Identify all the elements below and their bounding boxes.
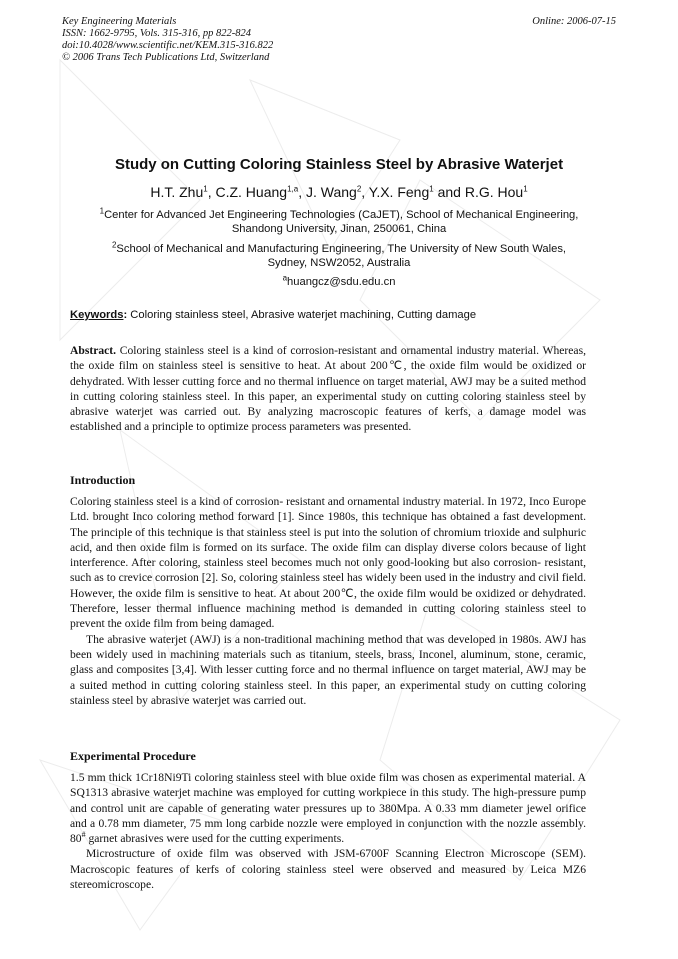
- issn-line: ISSN: 1662-9795, Vols. 315-316, pp 822-824: [62, 28, 251, 39]
- abstract-label: Abstract.: [70, 344, 117, 357]
- affiliation-line: Center for Advanced Jet Engineering Technologies (CaJET), School of Mechanical Engineering,: [104, 209, 579, 221]
- author-affil-mark: 1: [203, 184, 208, 194]
- online-date: Online: 2006-07-15: [532, 16, 616, 27]
- affiliation-line: School of Mechanical and Manufacturing Engineering, The University of New South Wales,: [116, 243, 567, 255]
- author-affil-mark: 1: [523, 184, 528, 194]
- introduction-heading: Introduction: [70, 473, 136, 487]
- doi-line: doi:10.4028/www.scientific.net/KEM.315-316.822: [62, 40, 274, 51]
- experimental-body: [70, 770, 586, 892]
- author-name: H.T. Zhu: [150, 184, 204, 200]
- author-separator: ,: [361, 184, 369, 200]
- journal-name: Key Engineering Materials: [62, 16, 177, 27]
- introduction-body: [70, 494, 586, 708]
- paper-title: Study on Cutting Coloring Stainless Steel by Abrasive Waterjet: [114, 156, 564, 173]
- author-separator: ,: [298, 184, 306, 200]
- abstract-text: Coloring stainless steel is a kind of corrosion-resistant and ornamental industry material. Whereas, the oxide film on stainless steel is sensitive to heat. At about 200℃, the oxide film would be oxidized or dehydrated. With lesser cutting force and no thermal influence on target material, AWJ may be a suited method in cutting coloring stainless steel. In this paper, an experimental study on cutting coloring stainless steel by abrasive waterjet was carried out. By analyzing macroscopic features of kerfs, a damage model was established and a principle to optimize process parameters was presented.: [70, 344, 586, 434]
- experimental-paragraph-2: Microstructure of oxide film was observed with JSM-6700F Scanning Electron Microscope (SEM). Macroscopic features of kerfs of coloring stainless steel were observed and measured by Leica MZ6 stereomicroscope.: [70, 847, 586, 892]
- experimental-heading: Experimental Procedure: [70, 749, 196, 763]
- contact-email: [0, 273, 678, 288]
- experimental-paragraph-1: [70, 770, 586, 846]
- author-separator: ,: [207, 184, 216, 200]
- mesh-mark: #: [81, 830, 86, 840]
- email-mark: a: [282, 273, 288, 283]
- author-list: [0, 184, 678, 200]
- affiliation-line: Sydney, NSW2052, Australia: [267, 257, 411, 269]
- affiliation-mark: 2: [111, 240, 117, 250]
- experimental-text-b: garnet abrasives were used for the cutting experiments.: [85, 832, 345, 846]
- introduction-paragraph-1: Coloring stainless steel is a kind of corrosion- resistant and ornamental industry material. In 1972, Inco Europe Ltd. brought Inco coloring method forward [1]. Since 1980s, this technique has obtained a fast development. The principle of this technique is that stainless steel is put into the solution of chromium trioxide and sulphuric acid, and then oxide film is formed on its surface. The oxide film can display diverse colors because of light interference. After coloring, stainless steel becomes much not only good-looking but also corrosion- resistant, such as to crevice corrosion [2]. So, coloring stainless steel has widely been used in the industry and civil field. However, the oxide film is sensitive to heat. At about 200℃, the oxide film would be oxidized or dehydrated. Therefore, lesser thermal influence machining method is demanded in cutting coloring stainless steel to prevent the oxide film from being damaged.: [70, 495, 586, 631]
- affiliation-1: [60, 208, 618, 236]
- keywords-label: Keywords: [70, 309, 124, 321]
- abstract-block: [70, 343, 586, 435]
- author-name: R.G. Hou: [464, 184, 524, 200]
- author-affil-mark: 1: [429, 184, 434, 194]
- keywords-text: Coloring stainless steel, Abrasive waterjet machining, Cutting damage: [127, 309, 477, 321]
- author-name: Y.X. Feng: [368, 184, 430, 200]
- affiliation-mark: 1: [99, 206, 105, 216]
- affiliation-line: Shandong University, Jinan, 250061, China: [231, 223, 447, 235]
- copyright-line: © 2006 Trans Tech Publications Ltd, Switzerland: [62, 52, 270, 63]
- keywords-line: Keywords: Coloring stainless steel, Abrasive waterjet machining, Cutting damage: [70, 309, 477, 321]
- affiliation-2: [60, 242, 618, 270]
- experimental-text-a: 1.5 mm thick 1Cr18Ni9Ti coloring stainless steel with blue oxide film was chosen as experimental material. A SQ1313 abrasive waterjet machine was employed for cutting workpiece in this study. The high-pressure pump and control unit are capable of generating water pressures up to 380Mpa. A 0.33 mm diameter jewel orifice and a 0.78 mm diameter, 75 mm long carbide nozzle were employed in conjunction with the nozzle assembly. 80: [70, 771, 586, 846]
- author-affil-mark: 2: [356, 184, 362, 194]
- author-name: J. Wang: [305, 184, 357, 200]
- email-address: huangcz@sdu.edu.cn: [287, 276, 396, 288]
- author-name: C.Z. Huang: [215, 184, 288, 200]
- author-affil-mark: 1,a: [287, 184, 299, 194]
- journal-header: [62, 16, 616, 64]
- author-separator: and: [433, 184, 465, 200]
- introduction-paragraph-2: The abrasive waterjet (AWJ) is a non-traditional machining method that was developed in 1980s. AWJ has been widely used in machining materials such as titanium, steels, brass, Inconel, aluminum, stone, ceramic, glass and composites [3,4]. With lesser cutting force and no thermal influence on target material, AWJ may be a suited method in cutting coloring stainless steel. In this paper, an experimental study on cutting coloring stainless steel by abrasive waterjet was carried out.: [70, 632, 586, 707]
